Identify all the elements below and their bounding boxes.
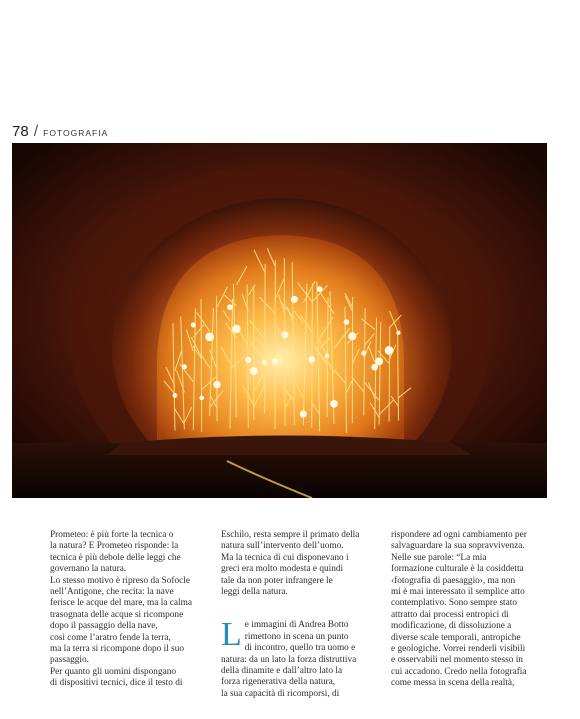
spark xyxy=(317,286,323,292)
spark xyxy=(272,358,278,364)
text-line: Prometeo: è più forte la tecnica o xyxy=(50,530,174,540)
spark xyxy=(232,325,241,334)
light-trail xyxy=(284,258,285,426)
section-title: FOTOGRAFIA xyxy=(43,128,109,138)
text-line: natura: da un lato la forza distruttiva xyxy=(221,654,357,665)
spark xyxy=(344,319,350,325)
text-line: formazione culturale è la cosiddetta xyxy=(391,564,524,575)
text-line: rimettono in scena un punto xyxy=(244,631,349,642)
text-line: come messa in scena della realtà, xyxy=(391,678,515,689)
text-line: Eschilo, resta sempre il primato della xyxy=(221,530,360,540)
spark xyxy=(173,393,178,398)
light-trail xyxy=(312,284,313,428)
spark xyxy=(385,346,394,355)
spark xyxy=(308,356,315,363)
spark xyxy=(245,357,251,363)
text-column-2 xyxy=(221,530,379,700)
page-number: 78 xyxy=(12,123,29,140)
text-line: Lo stesso motivo è ripreso da Sofocle xyxy=(50,575,190,586)
drop-cap: L xyxy=(221,616,242,654)
spark xyxy=(300,411,307,418)
spark xyxy=(182,364,187,369)
text-line: nell’Antigone, che recita: la nave xyxy=(50,587,174,598)
text-line: della dinamite e dall’altro lato la xyxy=(221,666,343,677)
text-line: la natura? E Prometeo risponde: la xyxy=(50,541,179,552)
text-line: diverse scale temporali, antropiche xyxy=(391,632,521,643)
text-line: rispondere ad ogni cambiamento per xyxy=(391,530,527,540)
text-line: la sua capacità di ricomporsi, di xyxy=(221,688,340,699)
text-line: Ma la tecnica di cui disponevano i xyxy=(221,552,349,563)
text-line: e osservabili nel momento stesso in xyxy=(391,655,523,666)
text-line: e geologiche. Vorrei renderli visibili xyxy=(391,644,526,655)
spark xyxy=(262,360,267,365)
spark xyxy=(282,331,289,338)
text-line: tale da non poter infrangere le xyxy=(221,575,333,586)
spark xyxy=(330,400,338,408)
tunnel-photo xyxy=(12,143,547,498)
text-line: governano la natura. xyxy=(50,564,127,575)
text-line: ‹fotografia di paesaggio›, ma non xyxy=(391,575,516,586)
page-header xyxy=(12,123,108,141)
text-line: di incontro, quello tra uomo e xyxy=(244,643,356,654)
text-line: Per quanto gli uomini dispongano xyxy=(50,666,177,677)
text-line: di dispositivi tecnici, dice il testo di xyxy=(50,678,183,689)
text-line: salvaguardare la sua sopravvivenza. xyxy=(391,541,525,552)
spark xyxy=(191,322,196,327)
text-line: ma la terra si ricompone dopo il suo xyxy=(50,644,184,655)
text-line: e immagini di Andrea Botto xyxy=(244,620,349,631)
text-line: natura sull’intervento dell’uomo. xyxy=(221,541,344,552)
text-line: cui accadono. Credo nella fotografia xyxy=(391,666,527,677)
spark xyxy=(205,332,214,341)
text-line: greci era molto modesta e quindi xyxy=(221,564,344,575)
spark xyxy=(213,381,220,388)
text-line: tecnica è più debole delle leggi che xyxy=(50,552,181,563)
spark xyxy=(250,367,258,375)
text-column-3 xyxy=(391,530,549,690)
text-line: Nelle sue parole: “La mia xyxy=(391,552,487,563)
spark xyxy=(361,351,366,356)
text-line: trasognata delle acque si ricompone xyxy=(50,609,184,620)
text-line: ferisce le acque del mare, ma la calma xyxy=(50,598,192,609)
spark xyxy=(396,331,400,335)
text-line: passaggio. xyxy=(50,655,89,666)
text-line: attratto dai processi entropici di xyxy=(391,609,509,620)
spark xyxy=(348,332,356,340)
text-line: dopo il passaggio della nave, xyxy=(50,621,158,632)
tunnel-photo-graphic xyxy=(12,143,547,498)
text-line: mi è mai interessato il semplice atto xyxy=(391,587,525,598)
text-line: forza rigenerativa della natura, xyxy=(221,677,336,688)
spark xyxy=(291,296,298,303)
text-line: leggi della natura. xyxy=(221,587,288,598)
text-line: così come l’aratro fende la terra, xyxy=(50,632,171,643)
spark xyxy=(199,396,204,401)
spark xyxy=(375,357,383,365)
spark xyxy=(227,304,233,310)
text-column-1 xyxy=(50,530,208,690)
header-separator: / xyxy=(33,123,39,140)
text-line: contemplativo. Sono sempre stato xyxy=(391,598,518,609)
text-line: modificazione, di dissoluzione a xyxy=(391,621,512,632)
spark xyxy=(325,354,329,358)
